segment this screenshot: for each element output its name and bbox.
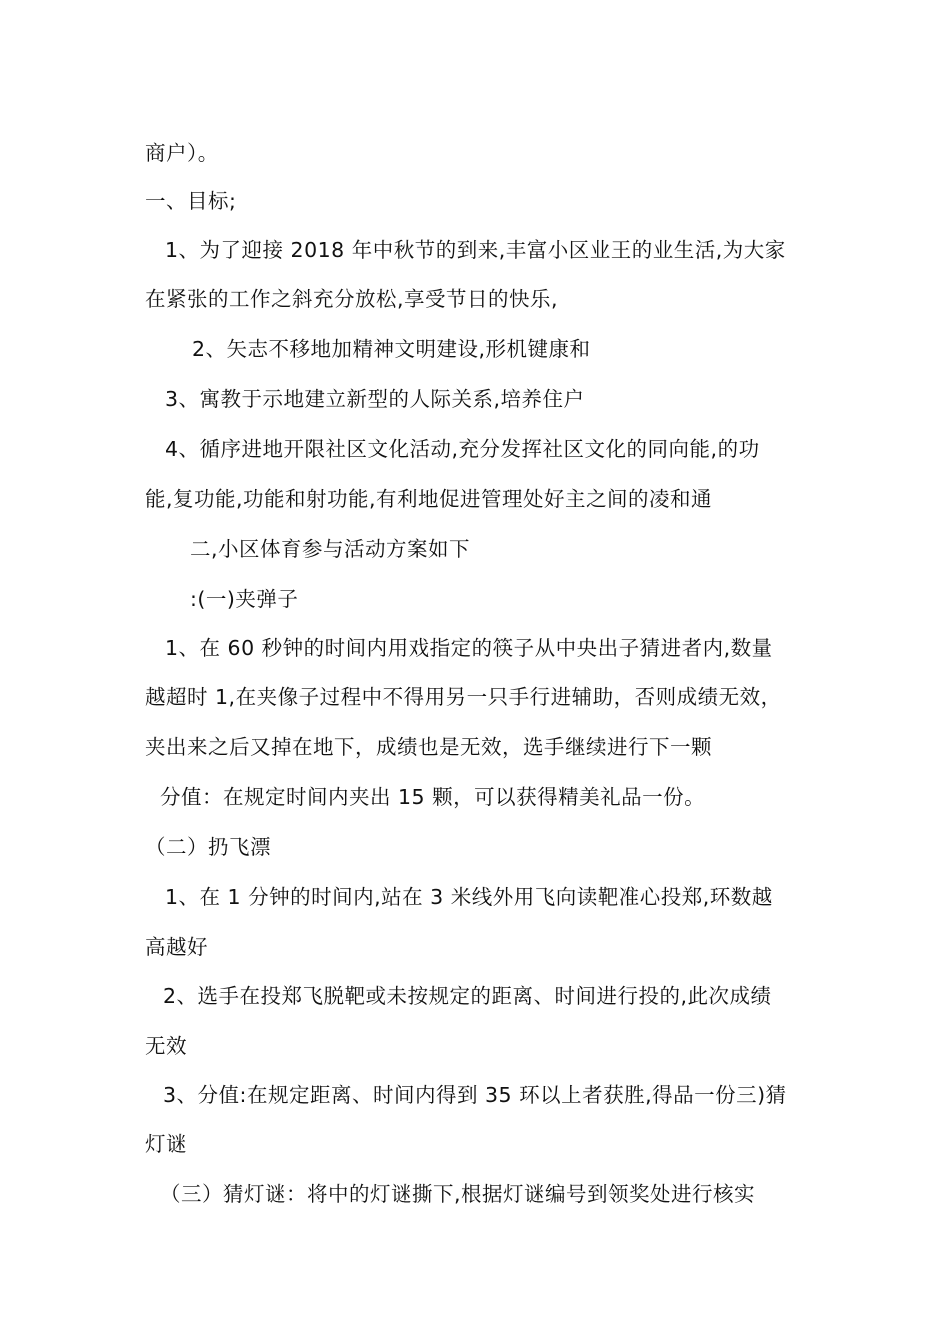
text-line: 1、为了迎接 2018 年中秋节的到来,丰富小区业王的业生活,为大家 (165, 238, 786, 262)
text-line: 3、寓教于示地建立新型的人际关系,培养住户 (165, 387, 585, 411)
text-line: 无效 (145, 1034, 187, 1058)
section-heading: 一、目标; (145, 189, 237, 213)
text-line: 能,复功能,功能和射功能,有利地促进管理处好主之间的凌和通 (145, 487, 713, 511)
text-line: 灯谜 (145, 1132, 187, 1156)
text-line: 越超时 1,在夹像子过程中不得用另一只手行进辅助，否则成绩无效， (145, 685, 782, 709)
text-line: 在紧张的工作之斜充分放松,享受节日的快乐, (145, 287, 559, 311)
subsection-heading: :(一)夹弹子 (190, 587, 299, 611)
text-line: 3、分值:在规定距离、时间内得到 35 环以上者获胜,得品一份三)猜 (163, 1083, 787, 1107)
text-line: 商户）。 (145, 141, 219, 165)
text-line: 高越好 (145, 935, 208, 959)
text-line: 夹出来之后又掉在地下，成绩也是无效，选手继续进行下一颗 (145, 735, 712, 759)
section-heading: 二,小区体育参与活动方案如下 (190, 537, 471, 561)
text-line: 4、循序进地开限社区文化活动,充分发挥社区文化的同向能,的功 (165, 437, 760, 461)
subsection-heading: （二）扔飞漂 (145, 835, 271, 859)
text-line: 2、矢志不移地加精神文明建设,形机键康和 (192, 337, 591, 361)
text-line: 1、在 60 秒钟的时间内用戏指定的筷子从中央出子猜进者内,数量 (165, 636, 773, 660)
text-line: 2、选手在投郑飞脱靶或未按规定的距离、时间进行投的,此次成绩 (163, 984, 772, 1008)
text-line: 分值：在规定时间内夹出 15 颗，可以获得精美礼品一份。 (160, 785, 706, 809)
subsection-heading: （三）猜灯谜：将中的灯谜撕下,根据灯谜编号到领奖处进行核实 (160, 1182, 756, 1206)
text-line: 1、在 1 分钟的时间内,站在 3 米线外用飞向读靶准心投郑,环数越 (165, 885, 773, 909)
